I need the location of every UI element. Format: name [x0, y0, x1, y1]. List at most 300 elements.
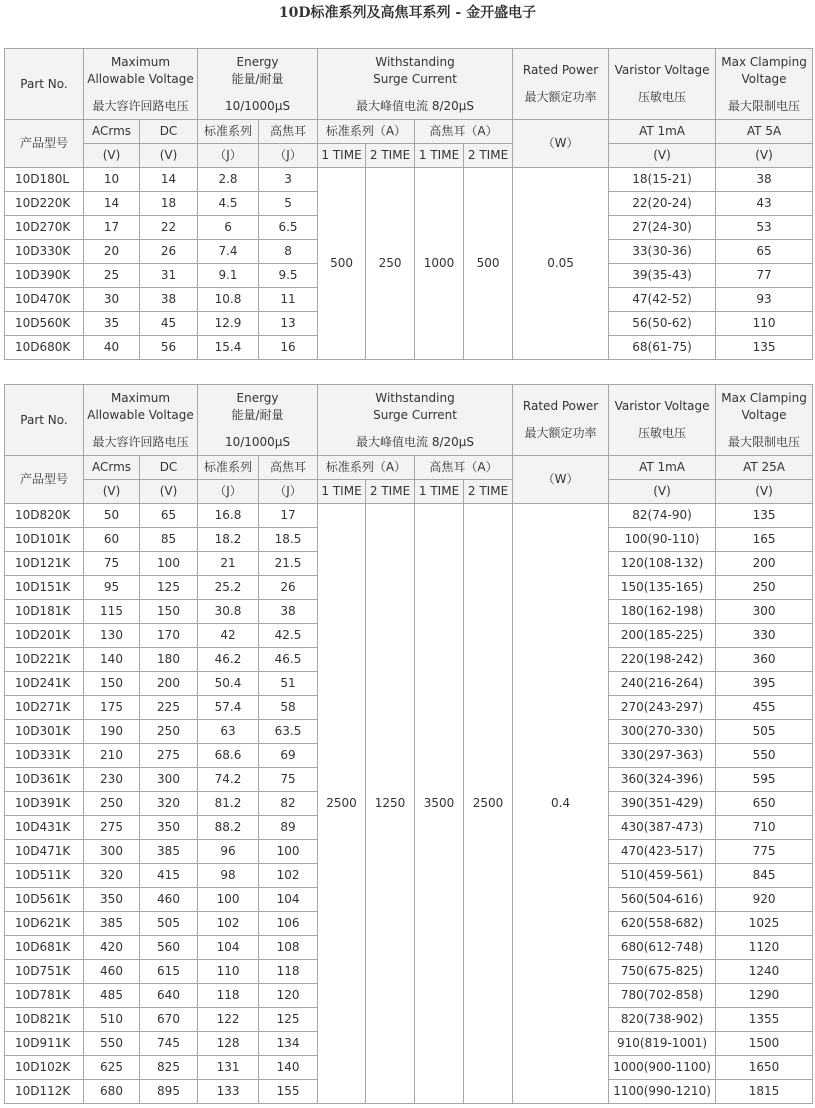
clamping-voltage-cell: 1290 — [716, 984, 813, 1008]
std-1-time: 1 TIME — [318, 144, 366, 168]
std-energy-cell: 25.2 — [198, 576, 259, 600]
hj-energy-cell: 5 — [259, 192, 318, 216]
clamping-voltage-cell: 845 — [716, 864, 813, 888]
varistor-voltage-cell: 47(42-52) — [609, 288, 716, 312]
at-1ma-header: AT 1mA — [609, 456, 716, 480]
part-number-cell: 10D271K — [5, 696, 84, 720]
dc-cell: 125 — [140, 576, 198, 600]
acrms-cell: 25 — [84, 264, 140, 288]
clamping-voltage-cell: 1355 — [716, 1008, 813, 1032]
dc-cell: 615 — [140, 960, 198, 984]
std-energy-cell: 46.2 — [198, 648, 259, 672]
varistor-voltage-cell: 390(351-429) — [609, 792, 716, 816]
part-number-cell: 10D151K — [5, 576, 84, 600]
varistor-voltage-cell: 240(216-264) — [609, 672, 716, 696]
std-2-time: 2 TIME — [366, 480, 415, 504]
hj-energy-cell: 82 — [259, 792, 318, 816]
std-energy-cell: 131 — [198, 1056, 259, 1080]
std-energy-cell: 18.2 — [198, 528, 259, 552]
surge-high-joule-header: 高焦耳（A） — [415, 456, 513, 480]
hj-energy-unit: （J） — [259, 480, 318, 504]
std-series-header: 标准系列 — [198, 120, 259, 144]
surge-current-header: Withstanding Surge Current 最大峰值电流 8/20μS — [318, 49, 513, 120]
hj-energy-cell: 6.5 — [259, 216, 318, 240]
acrms-cell: 300 — [84, 840, 140, 864]
std-energy-cell: 68.6 — [198, 744, 259, 768]
dc-header: DC — [140, 456, 198, 480]
dc-cell: 350 — [140, 816, 198, 840]
std-energy-cell: 7.4 — [198, 240, 259, 264]
acrms-cell: 550 — [84, 1032, 140, 1056]
varistor-voltage-cell: 56(50-62) — [609, 312, 716, 336]
surge-hj-1-time-cell: 3500 — [415, 504, 464, 1104]
hj-1-time: 1 TIME — [415, 480, 464, 504]
surge-current-header: Withstanding Surge Current 最大峰值电流 8/20μS — [318, 385, 513, 456]
dc-cell: 670 — [140, 1008, 198, 1032]
varistor-voltage-cell: 820(738-902) — [609, 1008, 716, 1032]
clamping-voltage-cell: 1240 — [716, 960, 813, 984]
acrms-cell: 30 — [84, 288, 140, 312]
dc-cell: 45 — [140, 312, 198, 336]
hj-energy-cell: 120 — [259, 984, 318, 1008]
spec-table-standard — [4, 48, 813, 360]
acrms-cell: 130 — [84, 624, 140, 648]
max-clamping-header: Max Clamping Voltage 最大限制电压 — [716, 49, 813, 120]
acrms-cell: 140 — [84, 648, 140, 672]
std-energy-cell: 15.4 — [198, 336, 259, 360]
std-2-time: 2 TIME — [366, 144, 415, 168]
std-energy-cell: 96 — [198, 840, 259, 864]
part-number-cell: 10D391K — [5, 792, 84, 816]
hj-energy-cell: 51 — [259, 672, 318, 696]
std-energy-cell: 21 — [198, 552, 259, 576]
clamping-voltage-cell: 1650 — [716, 1056, 813, 1080]
clamping-voltage-cell: 550 — [716, 744, 813, 768]
dc-unit: (V) — [140, 144, 198, 168]
hj-energy-cell: 38 — [259, 600, 318, 624]
part-number-cell: 10D820K — [5, 504, 84, 528]
clamping-unit: (V) — [716, 144, 813, 168]
std-energy-cell: 100 — [198, 888, 259, 912]
part-number-cell: 10D112K — [5, 1080, 84, 1104]
dc-cell: 320 — [140, 792, 198, 816]
part-number-cell: 10D221K — [5, 648, 84, 672]
part-no-header: Part No. — [5, 49, 84, 120]
rated-power-cell: 0.4 — [513, 504, 609, 1104]
varistor-voltage-cell: 330(297-363) — [609, 744, 716, 768]
acrms-cell: 40 — [84, 336, 140, 360]
part-number-cell: 10D201K — [5, 624, 84, 648]
at-1ma-header: AT 1mA — [609, 120, 716, 144]
clamping-voltage-cell: 455 — [716, 696, 813, 720]
part-number-cell: 10D101K — [5, 528, 84, 552]
part-number-cell: 10D431K — [5, 816, 84, 840]
clamping-voltage-cell: 77 — [716, 264, 813, 288]
acrms-cell: 680 — [84, 1080, 140, 1104]
acrms-cell: 17 — [84, 216, 140, 240]
varistor-voltage-cell: 120(108-132) — [609, 552, 716, 576]
hj-energy-unit: （J） — [259, 144, 318, 168]
dc-cell: 225 — [140, 696, 198, 720]
part-number-cell: 10D361K — [5, 768, 84, 792]
high-joule-header: 高焦耳 — [259, 456, 318, 480]
hj-energy-cell: 9.5 — [259, 264, 318, 288]
hj-energy-cell: 108 — [259, 936, 318, 960]
acrms-cell: 35 — [84, 312, 140, 336]
varistor-voltage-cell: 430(387-473) — [609, 816, 716, 840]
varistor-voltage-cell: 750(675-825) — [609, 960, 716, 984]
dc-cell: 22 — [140, 216, 198, 240]
clamping-unit: (V) — [716, 480, 813, 504]
clamping-voltage-cell: 395 — [716, 672, 813, 696]
part-number-cell: 10D680K — [5, 336, 84, 360]
varistor-voltage-cell: 680(612-748) — [609, 936, 716, 960]
dc-cell: 640 — [140, 984, 198, 1008]
acrms-unit: (V) — [84, 480, 140, 504]
part-number-cell: 10D330K — [5, 240, 84, 264]
acrms-cell: 20 — [84, 240, 140, 264]
std-energy-cell: 74.2 — [198, 768, 259, 792]
energy-header: Energy 能量/耐量 10/1000μS — [198, 385, 318, 456]
dc-unit: (V) — [140, 480, 198, 504]
part-number-cell: 10D560K — [5, 312, 84, 336]
clamp-current-header: AT 5A — [716, 120, 813, 144]
hj-energy-cell: 140 — [259, 1056, 318, 1080]
part-number-cell: 10D471K — [5, 840, 84, 864]
part-number-cell: 10D681K — [5, 936, 84, 960]
dc-header: DC — [140, 120, 198, 144]
varistor-unit: (V) — [609, 144, 716, 168]
std-energy-cell: 128 — [198, 1032, 259, 1056]
std-energy-cell: 12.9 — [198, 312, 259, 336]
part-number-cell: 10D331K — [5, 744, 84, 768]
dc-cell: 415 — [140, 864, 198, 888]
part-number-cell: 10D180L — [5, 168, 84, 192]
hj-energy-cell: 63.5 — [259, 720, 318, 744]
hj-energy-cell: 17 — [259, 504, 318, 528]
dc-cell: 26 — [140, 240, 198, 264]
std-energy-cell: 81.2 — [198, 792, 259, 816]
rated-power-cell: 0.05 — [513, 168, 609, 360]
varistor-voltage-cell: 780(702-858) — [609, 984, 716, 1008]
clamping-voltage-cell: 165 — [716, 528, 813, 552]
clamping-voltage-cell: 1025 — [716, 912, 813, 936]
std-energy-cell: 42 — [198, 624, 259, 648]
hj-energy-cell: 18.5 — [259, 528, 318, 552]
hj-energy-cell: 11 — [259, 288, 318, 312]
surge-hj-2-time-cell: 2500 — [464, 504, 513, 1104]
hj-2-time: 2 TIME — [464, 480, 513, 504]
part-no-cn-header: 产品型号 — [5, 456, 84, 504]
clamping-voltage-cell: 135 — [716, 336, 813, 360]
page-title: 10D标准系列及高焦耳系列 - 金开盛电子 — [278, 5, 537, 21]
std-energy-cell: 16.8 — [198, 504, 259, 528]
dc-cell: 300 — [140, 768, 198, 792]
clamping-voltage-cell: 65 — [716, 240, 813, 264]
part-no-cn-header: 产品型号 — [5, 120, 84, 168]
dc-cell: 200 — [140, 672, 198, 696]
varistor-voltage-cell: 560(504-616) — [609, 888, 716, 912]
dc-cell: 65 — [140, 504, 198, 528]
table-row — [5, 504, 813, 528]
dc-cell: 250 — [140, 720, 198, 744]
hj-energy-cell: 106 — [259, 912, 318, 936]
acrms-header: ACrms — [84, 120, 140, 144]
acrms-cell: 175 — [84, 696, 140, 720]
clamping-voltage-cell: 135 — [716, 504, 813, 528]
hj-energy-cell: 42.5 — [259, 624, 318, 648]
std-energy-unit: （J） — [198, 144, 259, 168]
std-1-time: 1 TIME — [318, 480, 366, 504]
part-number-cell: 10D511K — [5, 864, 84, 888]
rated-power-header: Rated Power 最大额定功率 — [513, 385, 609, 456]
dc-cell: 505 — [140, 912, 198, 936]
std-energy-cell: 104 — [198, 936, 259, 960]
clamping-voltage-cell: 110 — [716, 312, 813, 336]
acrms-header: ACrms — [84, 456, 140, 480]
varistor-voltage-header: Varistor Voltage 压敏电压 — [609, 49, 716, 120]
clamping-voltage-cell: 330 — [716, 624, 813, 648]
varistor-voltage-header: Varistor Voltage 压敏电压 — [609, 385, 716, 456]
std-series-header: 标准系列 — [198, 456, 259, 480]
part-number-cell: 10D241K — [5, 672, 84, 696]
clamping-voltage-cell: 250 — [716, 576, 813, 600]
dc-cell: 14 — [140, 168, 198, 192]
hj-energy-cell: 13 — [259, 312, 318, 336]
part-number-cell: 10D390K — [5, 264, 84, 288]
varistor-voltage-cell: 300(270-330) — [609, 720, 716, 744]
hj-energy-cell: 102 — [259, 864, 318, 888]
hj-energy-cell: 58 — [259, 696, 318, 720]
dc-cell: 170 — [140, 624, 198, 648]
part-number-cell: 10D470K — [5, 288, 84, 312]
part-number-cell: 10D270K — [5, 216, 84, 240]
hj-energy-cell: 118 — [259, 960, 318, 984]
acrms-cell: 320 — [84, 864, 140, 888]
std-energy-cell: 9.1 — [198, 264, 259, 288]
std-energy-cell: 63 — [198, 720, 259, 744]
watt-unit-header: （W） — [513, 456, 609, 504]
dc-cell: 825 — [140, 1056, 198, 1080]
part-no-header: Part No. — [5, 385, 84, 456]
clamping-voltage-cell: 300 — [716, 600, 813, 624]
varistor-voltage-cell: 220(198-242) — [609, 648, 716, 672]
clamping-voltage-cell: 1500 — [716, 1032, 813, 1056]
max-clamping-header: Max Clamping Voltage 最大限制电压 — [716, 385, 813, 456]
clamping-voltage-cell: 710 — [716, 816, 813, 840]
hj-1-time: 1 TIME — [415, 144, 464, 168]
part-number-cell: 10D102K — [5, 1056, 84, 1080]
hj-energy-cell: 89 — [259, 816, 318, 840]
varistor-voltage-cell: 39(35-43) — [609, 264, 716, 288]
std-energy-cell: 50.4 — [198, 672, 259, 696]
std-energy-cell: 57.4 — [198, 696, 259, 720]
part-number-cell: 10D621K — [5, 912, 84, 936]
varistor-voltage-cell: 180(162-198) — [609, 600, 716, 624]
part-number-cell: 10D220K — [5, 192, 84, 216]
acrms-cell: 625 — [84, 1056, 140, 1080]
std-energy-cell: 6 — [198, 216, 259, 240]
table-row — [5, 168, 813, 192]
varistor-voltage-cell: 22(20-24) — [609, 192, 716, 216]
varistor-voltage-cell: 1100(990-1210) — [609, 1080, 716, 1104]
acrms-cell: 95 — [84, 576, 140, 600]
surge-std-2-time-cell: 250 — [366, 168, 415, 360]
acrms-cell: 275 — [84, 816, 140, 840]
hj-energy-cell: 3 — [259, 168, 318, 192]
high-joule-header: 高焦耳 — [259, 120, 318, 144]
surge-hj-2-time-cell: 500 — [464, 168, 513, 360]
clamping-voltage-cell: 43 — [716, 192, 813, 216]
part-number-cell: 10D781K — [5, 984, 84, 1008]
acrms-cell: 75 — [84, 552, 140, 576]
hj-energy-cell: 26 — [259, 576, 318, 600]
dc-cell: 85 — [140, 528, 198, 552]
acrms-cell: 460 — [84, 960, 140, 984]
dc-cell: 38 — [140, 288, 198, 312]
acrms-cell: 115 — [84, 600, 140, 624]
max-voltage-header: Maximum Allowable Voltage 最大容许回路电压 — [84, 385, 198, 456]
dc-cell: 385 — [140, 840, 198, 864]
hj-2-time: 2 TIME — [464, 144, 513, 168]
varistor-voltage-cell: 910(819-1001) — [609, 1032, 716, 1056]
acrms-cell: 420 — [84, 936, 140, 960]
part-number-cell: 10D301K — [5, 720, 84, 744]
clamping-voltage-cell: 360 — [716, 648, 813, 672]
acrms-cell: 210 — [84, 744, 140, 768]
hj-energy-cell: 46.5 — [259, 648, 318, 672]
dc-cell: 56 — [140, 336, 198, 360]
varistor-voltage-cell: 360(324-396) — [609, 768, 716, 792]
varistor-unit: (V) — [609, 480, 716, 504]
part-number-cell: 10D181K — [5, 600, 84, 624]
varistor-voltage-cell: 270(243-297) — [609, 696, 716, 720]
clamping-voltage-cell: 650 — [716, 792, 813, 816]
hj-energy-cell: 16 — [259, 336, 318, 360]
acrms-unit: (V) — [84, 144, 140, 168]
surge-std-1-time-cell: 500 — [318, 168, 366, 360]
clamping-voltage-cell: 53 — [716, 216, 813, 240]
hj-energy-cell: 21.5 — [259, 552, 318, 576]
max-voltage-header: Maximum Allowable Voltage 最大容许回路电压 — [84, 49, 198, 120]
dc-cell: 180 — [140, 648, 198, 672]
part-number-cell: 10D751K — [5, 960, 84, 984]
surge-hj-1-time-cell: 1000 — [415, 168, 464, 360]
dc-cell: 895 — [140, 1080, 198, 1104]
hj-energy-cell: 75 — [259, 768, 318, 792]
varistor-voltage-cell: 82(74-90) — [609, 504, 716, 528]
varistor-voltage-cell: 18(15-21) — [609, 168, 716, 192]
surge-std-header: 标准系列（A） — [318, 456, 415, 480]
varistor-voltage-cell: 200(185-225) — [609, 624, 716, 648]
acrms-cell: 60 — [84, 528, 140, 552]
std-energy-cell: 110 — [198, 960, 259, 984]
varistor-voltage-cell: 68(61-75) — [609, 336, 716, 360]
acrms-cell: 190 — [84, 720, 140, 744]
dc-cell: 31 — [140, 264, 198, 288]
hj-energy-cell: 134 — [259, 1032, 318, 1056]
varistor-voltage-cell: 1000(900-1100) — [609, 1056, 716, 1080]
std-energy-cell: 2.8 — [198, 168, 259, 192]
varistor-voltage-cell: 470(423-517) — [609, 840, 716, 864]
std-energy-unit: （J） — [198, 480, 259, 504]
surge-std-header: 标准系列（A） — [318, 120, 415, 144]
hj-energy-cell: 104 — [259, 888, 318, 912]
acrms-cell: 385 — [84, 912, 140, 936]
dc-cell: 275 — [140, 744, 198, 768]
clamp-current-header: AT 25A — [716, 456, 813, 480]
acrms-cell: 14 — [84, 192, 140, 216]
part-number-cell: 10D561K — [5, 888, 84, 912]
std-energy-cell: 4.5 — [198, 192, 259, 216]
std-energy-cell: 133 — [198, 1080, 259, 1104]
clamping-voltage-cell: 200 — [716, 552, 813, 576]
acrms-cell: 10 — [84, 168, 140, 192]
rated-power-header: Rated Power 最大额定功率 — [513, 49, 609, 120]
varistor-voltage-cell: 100(90-110) — [609, 528, 716, 552]
clamping-voltage-cell: 38 — [716, 168, 813, 192]
part-number-cell: 10D121K — [5, 552, 84, 576]
acrms-cell: 350 — [84, 888, 140, 912]
clamping-voltage-cell: 595 — [716, 768, 813, 792]
std-energy-cell: 88.2 — [198, 816, 259, 840]
acrms-cell: 50 — [84, 504, 140, 528]
hj-energy-cell: 69 — [259, 744, 318, 768]
clamping-voltage-cell: 1815 — [716, 1080, 813, 1104]
hj-energy-cell: 155 — [259, 1080, 318, 1104]
surge-std-1-time-cell: 2500 — [318, 504, 366, 1104]
dc-cell: 18 — [140, 192, 198, 216]
surge-std-2-time-cell: 1250 — [366, 504, 415, 1104]
spec-table-high-joule — [4, 384, 813, 1104]
hj-energy-cell: 125 — [259, 1008, 318, 1032]
clamping-voltage-cell: 1120 — [716, 936, 813, 960]
clamping-voltage-cell: 505 — [716, 720, 813, 744]
dc-cell: 150 — [140, 600, 198, 624]
part-number-cell: 10D821K — [5, 1008, 84, 1032]
varistor-voltage-cell: 150(135-165) — [609, 576, 716, 600]
std-energy-cell: 10.8 — [198, 288, 259, 312]
clamping-voltage-cell: 93 — [716, 288, 813, 312]
part-number-cell: 10D911K — [5, 1032, 84, 1056]
clamping-voltage-cell: 775 — [716, 840, 813, 864]
dc-cell: 745 — [140, 1032, 198, 1056]
hj-energy-cell: 100 — [259, 840, 318, 864]
varistor-voltage-cell: 27(24-30) — [609, 216, 716, 240]
surge-high-joule-header: 高焦耳（A） — [415, 120, 513, 144]
acrms-cell: 230 — [84, 768, 140, 792]
dc-cell: 460 — [140, 888, 198, 912]
dc-cell: 560 — [140, 936, 198, 960]
acrms-cell: 485 — [84, 984, 140, 1008]
varistor-voltage-cell: 510(459-561) — [609, 864, 716, 888]
std-energy-cell: 102 — [198, 912, 259, 936]
energy-header: Energy 能量/耐量 10/1000μS — [198, 49, 318, 120]
std-energy-cell: 118 — [198, 984, 259, 1008]
varistor-voltage-cell: 33(30-36) — [609, 240, 716, 264]
acrms-cell: 150 — [84, 672, 140, 696]
acrms-cell: 510 — [84, 1008, 140, 1032]
std-energy-cell: 122 — [198, 1008, 259, 1032]
watt-unit-header: （W） — [513, 120, 609, 168]
clamping-voltage-cell: 920 — [716, 888, 813, 912]
dc-cell: 100 — [140, 552, 198, 576]
varistor-voltage-cell: 620(558-682) — [609, 912, 716, 936]
acrms-cell: 250 — [84, 792, 140, 816]
hj-energy-cell: 8 — [259, 240, 318, 264]
std-energy-cell: 30.8 — [198, 600, 259, 624]
std-energy-cell: 98 — [198, 864, 259, 888]
